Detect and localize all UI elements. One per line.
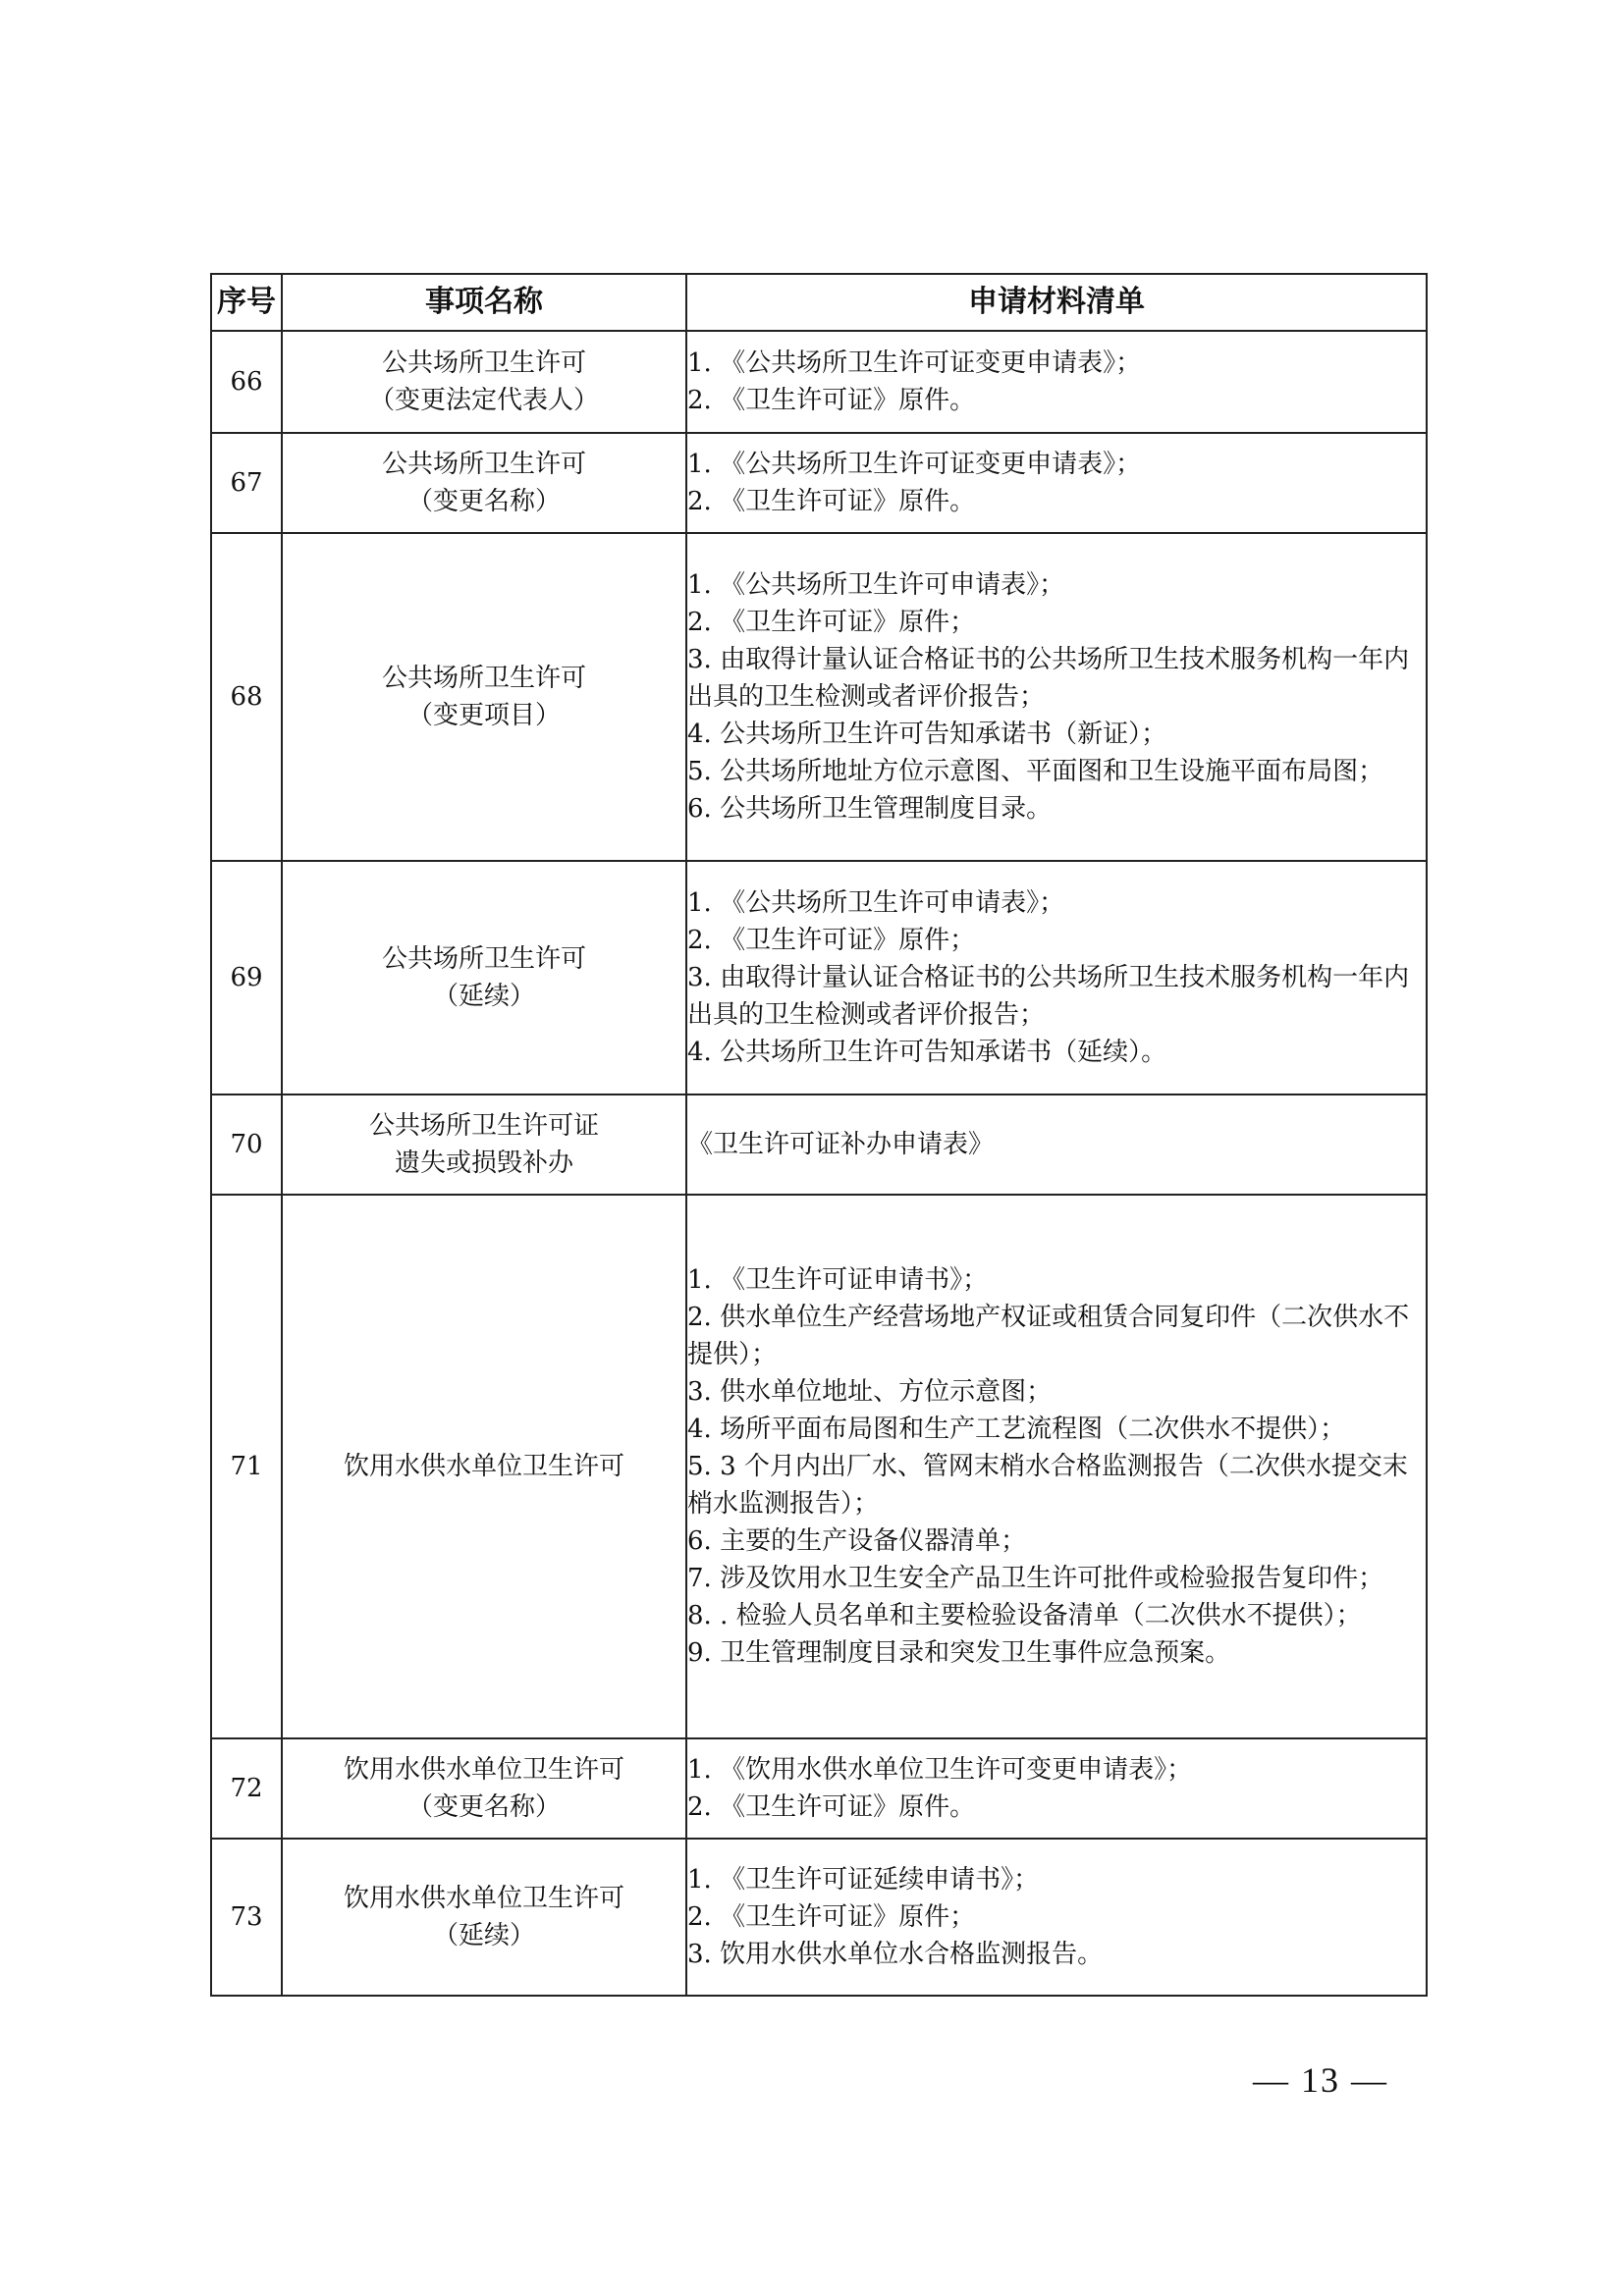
material-item: 2. 供水单位生产经营场地产权证或租赁合同复印件（二次供水不提供）； bbox=[687, 1303, 1410, 1369]
row-materials bbox=[686, 1195, 1427, 1738]
row-item-name bbox=[282, 861, 686, 1095]
row-serial-number: 71 bbox=[211, 1195, 282, 1738]
header-item-name: 事项名称 bbox=[282, 274, 686, 331]
material-item: 1. 《卫生许可证申请书》； bbox=[687, 1265, 989, 1295]
table-row bbox=[211, 1738, 1427, 1839]
table-row bbox=[211, 1095, 1427, 1195]
material-item: 1. 《公共场所卫生许可证变更申请表》； bbox=[687, 450, 1142, 479]
page-number: — 13 — bbox=[1253, 2060, 1388, 2100]
table-body bbox=[211, 331, 1427, 1996]
material-item: 8. . 检验人员名单和主要检验设备清单（二次供水不提供）； bbox=[687, 1601, 1362, 1630]
row-serial-number: 72 bbox=[211, 1738, 282, 1839]
row-materials bbox=[686, 1839, 1427, 1996]
item-name-line: 公共场所卫生许可 bbox=[381, 664, 586, 693]
material-item: 4. 公共场所卫生许可告知承诺书（延续）。 bbox=[687, 1038, 1167, 1067]
row-materials bbox=[686, 331, 1427, 433]
row-serial-number: 73 bbox=[211, 1839, 282, 1996]
row-serial-number: 69 bbox=[211, 861, 282, 1095]
row-materials bbox=[686, 1095, 1427, 1195]
row-item-name bbox=[282, 1195, 686, 1738]
row-item-name bbox=[282, 1095, 686, 1195]
material-item: 2. 《卫生许可证》原件。 bbox=[687, 386, 976, 415]
material-item: 5. 3 个月内出厂水、管网末梢水合格监测报告（二次供水提交末梢水监测报告）； bbox=[687, 1452, 1408, 1519]
item-name-line: 饮用水供水单位卫生许可 bbox=[343, 1452, 624, 1481]
material-item: 9. 卫生管理制度目录和突发卫生事件应急预案。 bbox=[687, 1638, 1231, 1668]
item-name-line: （变更名称） bbox=[406, 1792, 561, 1822]
table-row bbox=[211, 433, 1427, 533]
table-row bbox=[211, 331, 1427, 433]
row-item-name bbox=[282, 433, 686, 533]
header-materials-list: 申请材料清单 bbox=[686, 274, 1427, 331]
item-name-line: 公共场所卫生许可证 bbox=[368, 1111, 599, 1141]
row-materials bbox=[686, 533, 1427, 861]
table-header-row bbox=[211, 274, 1427, 331]
material-item: 3. 由取得计量认证合格证书的公共场所卫生技术服务机构一年内出具的卫生检测或者评价报告； bbox=[687, 963, 1410, 1030]
item-name-line: 饮用水供水单位卫生许可 bbox=[343, 1884, 624, 1913]
row-serial-number: 66 bbox=[211, 331, 282, 433]
material-item: 4. 公共场所卫生许可告知承诺书（新证）； bbox=[687, 720, 1167, 749]
material-item: 7. 涉及饮用水卫生安全产品卫生许可批件或检验报告复印件； bbox=[687, 1564, 1384, 1593]
row-materials bbox=[686, 433, 1427, 533]
item-name-line: （变更法定代表人） bbox=[368, 386, 599, 415]
material-item: 2. 《卫生许可证》原件； bbox=[687, 608, 976, 637]
row-serial-number: 68 bbox=[211, 533, 282, 861]
item-name-line: 公共场所卫生许可 bbox=[381, 450, 586, 479]
table-row bbox=[211, 861, 1427, 1095]
material-item: 3. 饮用水供水单位水合格监测报告。 bbox=[687, 1940, 1104, 1969]
material-item: 1. 《公共场所卫生许可申请表》； bbox=[687, 570, 1065, 600]
row-materials bbox=[686, 861, 1427, 1095]
item-name-line: 公共场所卫生许可 bbox=[381, 348, 586, 378]
material-item: 4. 场所平面布局图和生产工艺流程图（二次供水不提供）； bbox=[687, 1415, 1346, 1444]
row-serial-number: 70 bbox=[211, 1095, 282, 1195]
material-item: 2. 《卫生许可证》原件； bbox=[687, 1902, 976, 1932]
row-item-name bbox=[282, 1839, 686, 1996]
row-item-name bbox=[282, 533, 686, 861]
row-item-name bbox=[282, 1738, 686, 1839]
table-row bbox=[211, 533, 1427, 861]
table-row bbox=[211, 1839, 1427, 1996]
material-item: 1. 《卫生许可证延续申请书》； bbox=[687, 1865, 1040, 1895]
row-item-name bbox=[282, 331, 686, 433]
row-serial-number: 67 bbox=[211, 433, 282, 533]
material-item: 2. 《卫生许可证》原件。 bbox=[687, 487, 976, 516]
table-row bbox=[211, 1195, 1427, 1738]
item-name-line: （延续） bbox=[432, 982, 535, 1011]
item-name-line: 饮用水供水单位卫生许可 bbox=[343, 1755, 624, 1785]
material-item: 1. 《公共场所卫生许可证变更申请表》； bbox=[687, 348, 1142, 378]
material-item: 3. 供水单位地址、方位示意图； bbox=[687, 1377, 1053, 1407]
material-item: 2. 《卫生许可证》原件。 bbox=[687, 1792, 976, 1822]
item-name-line: （变更名称） bbox=[406, 487, 561, 516]
material-item: 6. 公共场所卫生管理制度目录。 bbox=[687, 794, 1053, 824]
material-item: 1. 《饮用水供水单位卫生许可变更申请表》； bbox=[687, 1755, 1193, 1785]
material-item: 《卫生许可证补办申请表》 bbox=[687, 1130, 995, 1159]
item-name-line: 遗失或损毁补办 bbox=[394, 1148, 573, 1178]
material-item: 6. 主要的生产设备仪器清单； bbox=[687, 1526, 1027, 1556]
material-item: 2. 《卫生许可证》原件； bbox=[687, 926, 976, 955]
materials-table bbox=[210, 273, 1428, 1997]
header-serial-number: 序号 bbox=[211, 274, 282, 331]
material-item: 1. 《公共场所卫生许可申请表》； bbox=[687, 888, 1065, 918]
item-name-line: （延续） bbox=[432, 1921, 535, 1950]
row-materials bbox=[686, 1738, 1427, 1839]
material-item: 5. 公共场所地址方位示意图、平面图和卫生设施平面布局图； bbox=[687, 757, 1384, 786]
item-name-line: 公共场所卫生许可 bbox=[381, 944, 586, 974]
material-item: 3. 由取得计量认证合格证书的公共场所卫生技术服务机构一年内出具的卫生检测或者评价报告； bbox=[687, 645, 1410, 712]
item-name-line: （变更项目） bbox=[406, 701, 561, 730]
